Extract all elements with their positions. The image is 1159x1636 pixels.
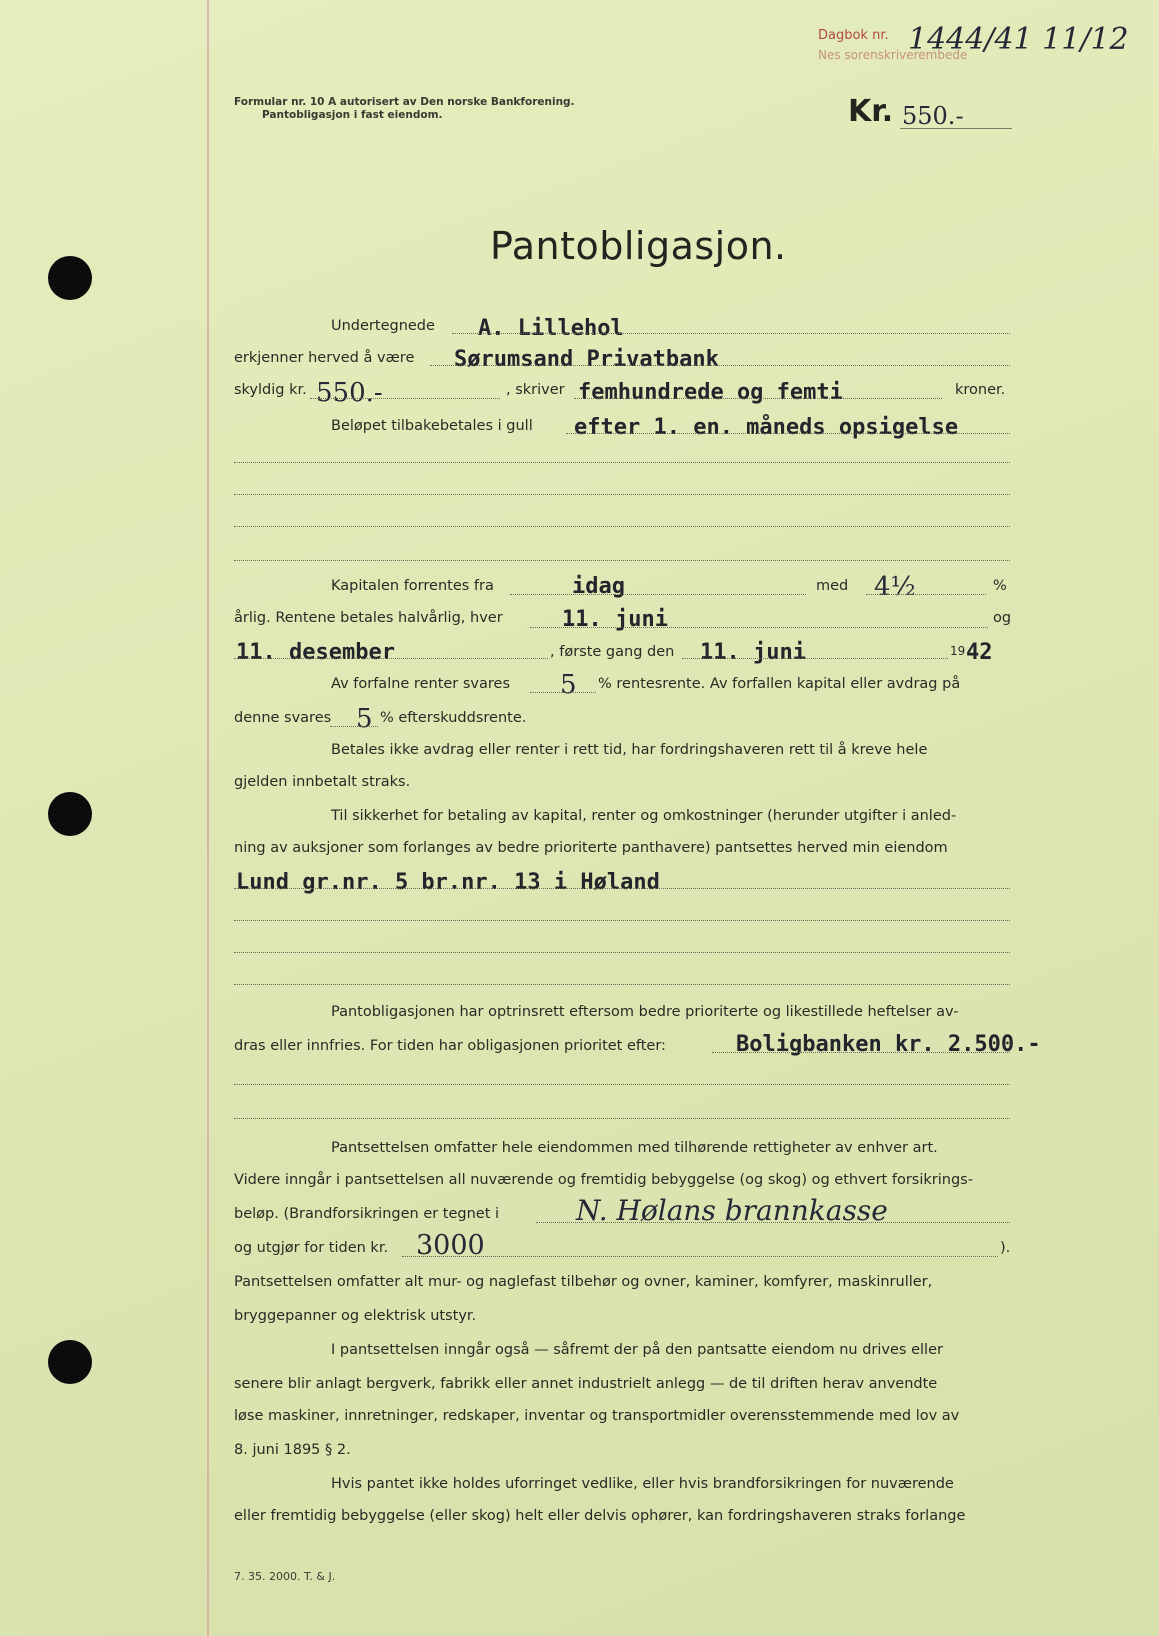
paragraph-line: gjelden innbetalt straks. — [234, 774, 411, 790]
date2-value: 11. desember — [236, 640, 395, 665]
property-value: Lund gr.nr. 5 br.nr. 13 i Høland — [236, 870, 660, 895]
efterskudd-value: 5 — [356, 704, 373, 734]
skriver-value: femhundrede og femti — [578, 380, 843, 405]
fill-line — [510, 594, 806, 595]
fill-line — [536, 1222, 1010, 1223]
erkjenner-value: Sørumsand Privatbank — [454, 347, 719, 372]
fill-line — [452, 333, 1010, 334]
denne-label-2: % efterskuddsrente. — [380, 710, 527, 726]
skriver-label: , skriver — [506, 382, 565, 398]
belopet-label: Beløpet tilbakebetales i gull — [331, 418, 533, 434]
paragraph-line: Til sikkerhet for betaling av kapital, renter og omkostninger (herunder utgifter i anled- — [331, 808, 957, 824]
forste-label: , første gang den — [550, 644, 675, 660]
undertegnede-label: Undertegnede — [331, 318, 435, 334]
paragraph-line: eller fremtidig bebyggelse (eller skog) helt eller delvis ophører, kan fordringshaveren straks forlange — [234, 1508, 966, 1524]
fill-line — [430, 365, 1010, 366]
paragraph-line: dras eller innfries. For tiden har obligasjonen prioritet efter: — [234, 1038, 666, 1054]
journal-number: 1444/41 11/12 — [908, 22, 1129, 57]
skyldig-label: skyldig kr. — [234, 382, 307, 398]
paragraph-line: og utgjør for tiden kr. — [234, 1240, 389, 1256]
fill-line — [566, 433, 1010, 434]
paragraph-line: I pantsettelsen inngår også — såfremt der på den pantsatte eiendom nu drives eller — [331, 1342, 943, 1358]
og-label: og — [993, 610, 1012, 626]
punch-hole — [48, 256, 92, 300]
denne-label: denne svares — [234, 710, 332, 726]
insurer-value: N. Hølans brannkasse — [576, 1194, 888, 1227]
fill-line — [234, 888, 1010, 889]
first-value: 11. juni — [700, 640, 806, 665]
med-label: med — [816, 578, 849, 594]
rentesrente-value: 5 — [560, 670, 577, 700]
year-value: 42 — [966, 640, 993, 665]
skyldig-value: 550.- — [316, 378, 383, 408]
fill-line — [310, 398, 500, 399]
fill-line — [234, 658, 548, 659]
fill-line — [574, 398, 942, 399]
fill-line — [234, 920, 1010, 921]
paragraph-line: ning av auksjoner som forlanges av bedre prioriterte panthavere) pantsettes herved min eiendom — [234, 840, 948, 856]
fill-line — [234, 494, 1010, 495]
kr-underline — [900, 128, 1012, 129]
kr-label: Kr. — [848, 94, 894, 129]
erkjenner-label: erkjenner herved å være — [234, 350, 415, 366]
margin-rule — [207, 0, 209, 1636]
fill-line — [530, 627, 988, 628]
arlig-label: årlig. Rentene betales halvårlig, hver — [234, 610, 503, 626]
insured-value: 3000 — [416, 1230, 485, 1261]
form-line-1: Formular nr. 10 A autorisert av Den norske Bankforening. — [234, 96, 575, 108]
fill-line — [234, 462, 1010, 463]
stamp-dagbok: Dagbok nr. — [818, 28, 889, 43]
punch-hole — [48, 792, 92, 836]
fill-line — [330, 726, 378, 727]
paragraph-line: Pantsettelsen omfatter alt mur- og naglefast tilbehør og ovner, kaminer, komfyrer, maskinruller, — [234, 1274, 933, 1290]
fill-line — [234, 526, 1010, 527]
form-line-2: Pantobligasjon i fast eiendom. — [262, 109, 443, 121]
paragraph-line: Pantsettelsen omfatter hele eiendommen med tilhørende rettigheter av enhver art. — [331, 1140, 938, 1156]
forfalne-label-2: % rentesrente. Av forfallen kapital eller avdrag på — [598, 676, 961, 692]
paragraph-line: senere blir anlagt bergverk, fabrikk eller annet industrielt anlegg — de til driften herav anvendte — [234, 1376, 938, 1392]
forfalne-label: Av forfalne renter svares — [331, 676, 511, 692]
paragraph-line: 8. juni 1895 § 2. — [234, 1442, 351, 1458]
kapitalen-label: Kapitalen forrentes fra — [331, 578, 494, 594]
undertegnede-value: A. Lillehol — [478, 316, 624, 341]
fill-line — [234, 1118, 1010, 1119]
paragraph-line: Pantobligasjonen har optrinsrett eftersom bedre prioriterte og likestillede heftelser av- — [331, 1004, 959, 1020]
kr-amount: 550.- — [902, 102, 964, 130]
paragraph-line: Hvis pantet ikke holdes uforringet vedlike, eller hvis brandforsikringen for nuværende — [331, 1476, 954, 1492]
fill-line — [682, 658, 948, 659]
paragraph-line: bryggepanner og elektrisk utstyr. — [234, 1308, 477, 1324]
page-title: Pantobligasjon. — [490, 224, 787, 268]
paragraph-line: løse maskiner, innretninger, redskaper, inventar og transportmidler overensstemmende med lov av — [234, 1408, 960, 1424]
paragraph-line: beløp. (Brandforsikringen er tegnet i — [234, 1206, 500, 1222]
rate-value: 4½ — [874, 572, 916, 602]
paragraph-line: Videre inngår i pantsettelsen all nuværende og fremtidig bebyggelse (og skog) og ethvert forsikrings- — [234, 1172, 973, 1188]
priority-value: Boligbanken kr. 2.500.- — [736, 1032, 1041, 1057]
paragraph-line: Betales ikke avdrag eller renter i rett tid, har fordringshaveren rett til å kreve hele — [331, 742, 928, 758]
year-prefix: 19 — [950, 644, 966, 658]
fill-line — [530, 692, 596, 693]
fill-line — [234, 952, 1010, 953]
from-value: idag — [572, 574, 625, 599]
fill-line — [866, 594, 986, 595]
kroner-label: kroner. — [955, 382, 1006, 398]
fill-line — [234, 1084, 1010, 1085]
fill-line — [234, 560, 1010, 561]
percent-sign: % — [993, 578, 1007, 594]
belopet-value: efter 1. en. måneds opsigelse — [574, 415, 959, 440]
fill-line — [234, 984, 1010, 985]
close-paren: ). — [1000, 1240, 1011, 1256]
fill-line — [712, 1052, 1010, 1053]
footer-code: 7. 35. 2000. T. & J. — [234, 1570, 336, 1583]
stamp-office: Nes sorenskriverembede — [818, 48, 968, 62]
punch-hole — [48, 1340, 92, 1384]
fill-line — [402, 1256, 998, 1257]
date1-value: 11. juni — [562, 607, 668, 632]
